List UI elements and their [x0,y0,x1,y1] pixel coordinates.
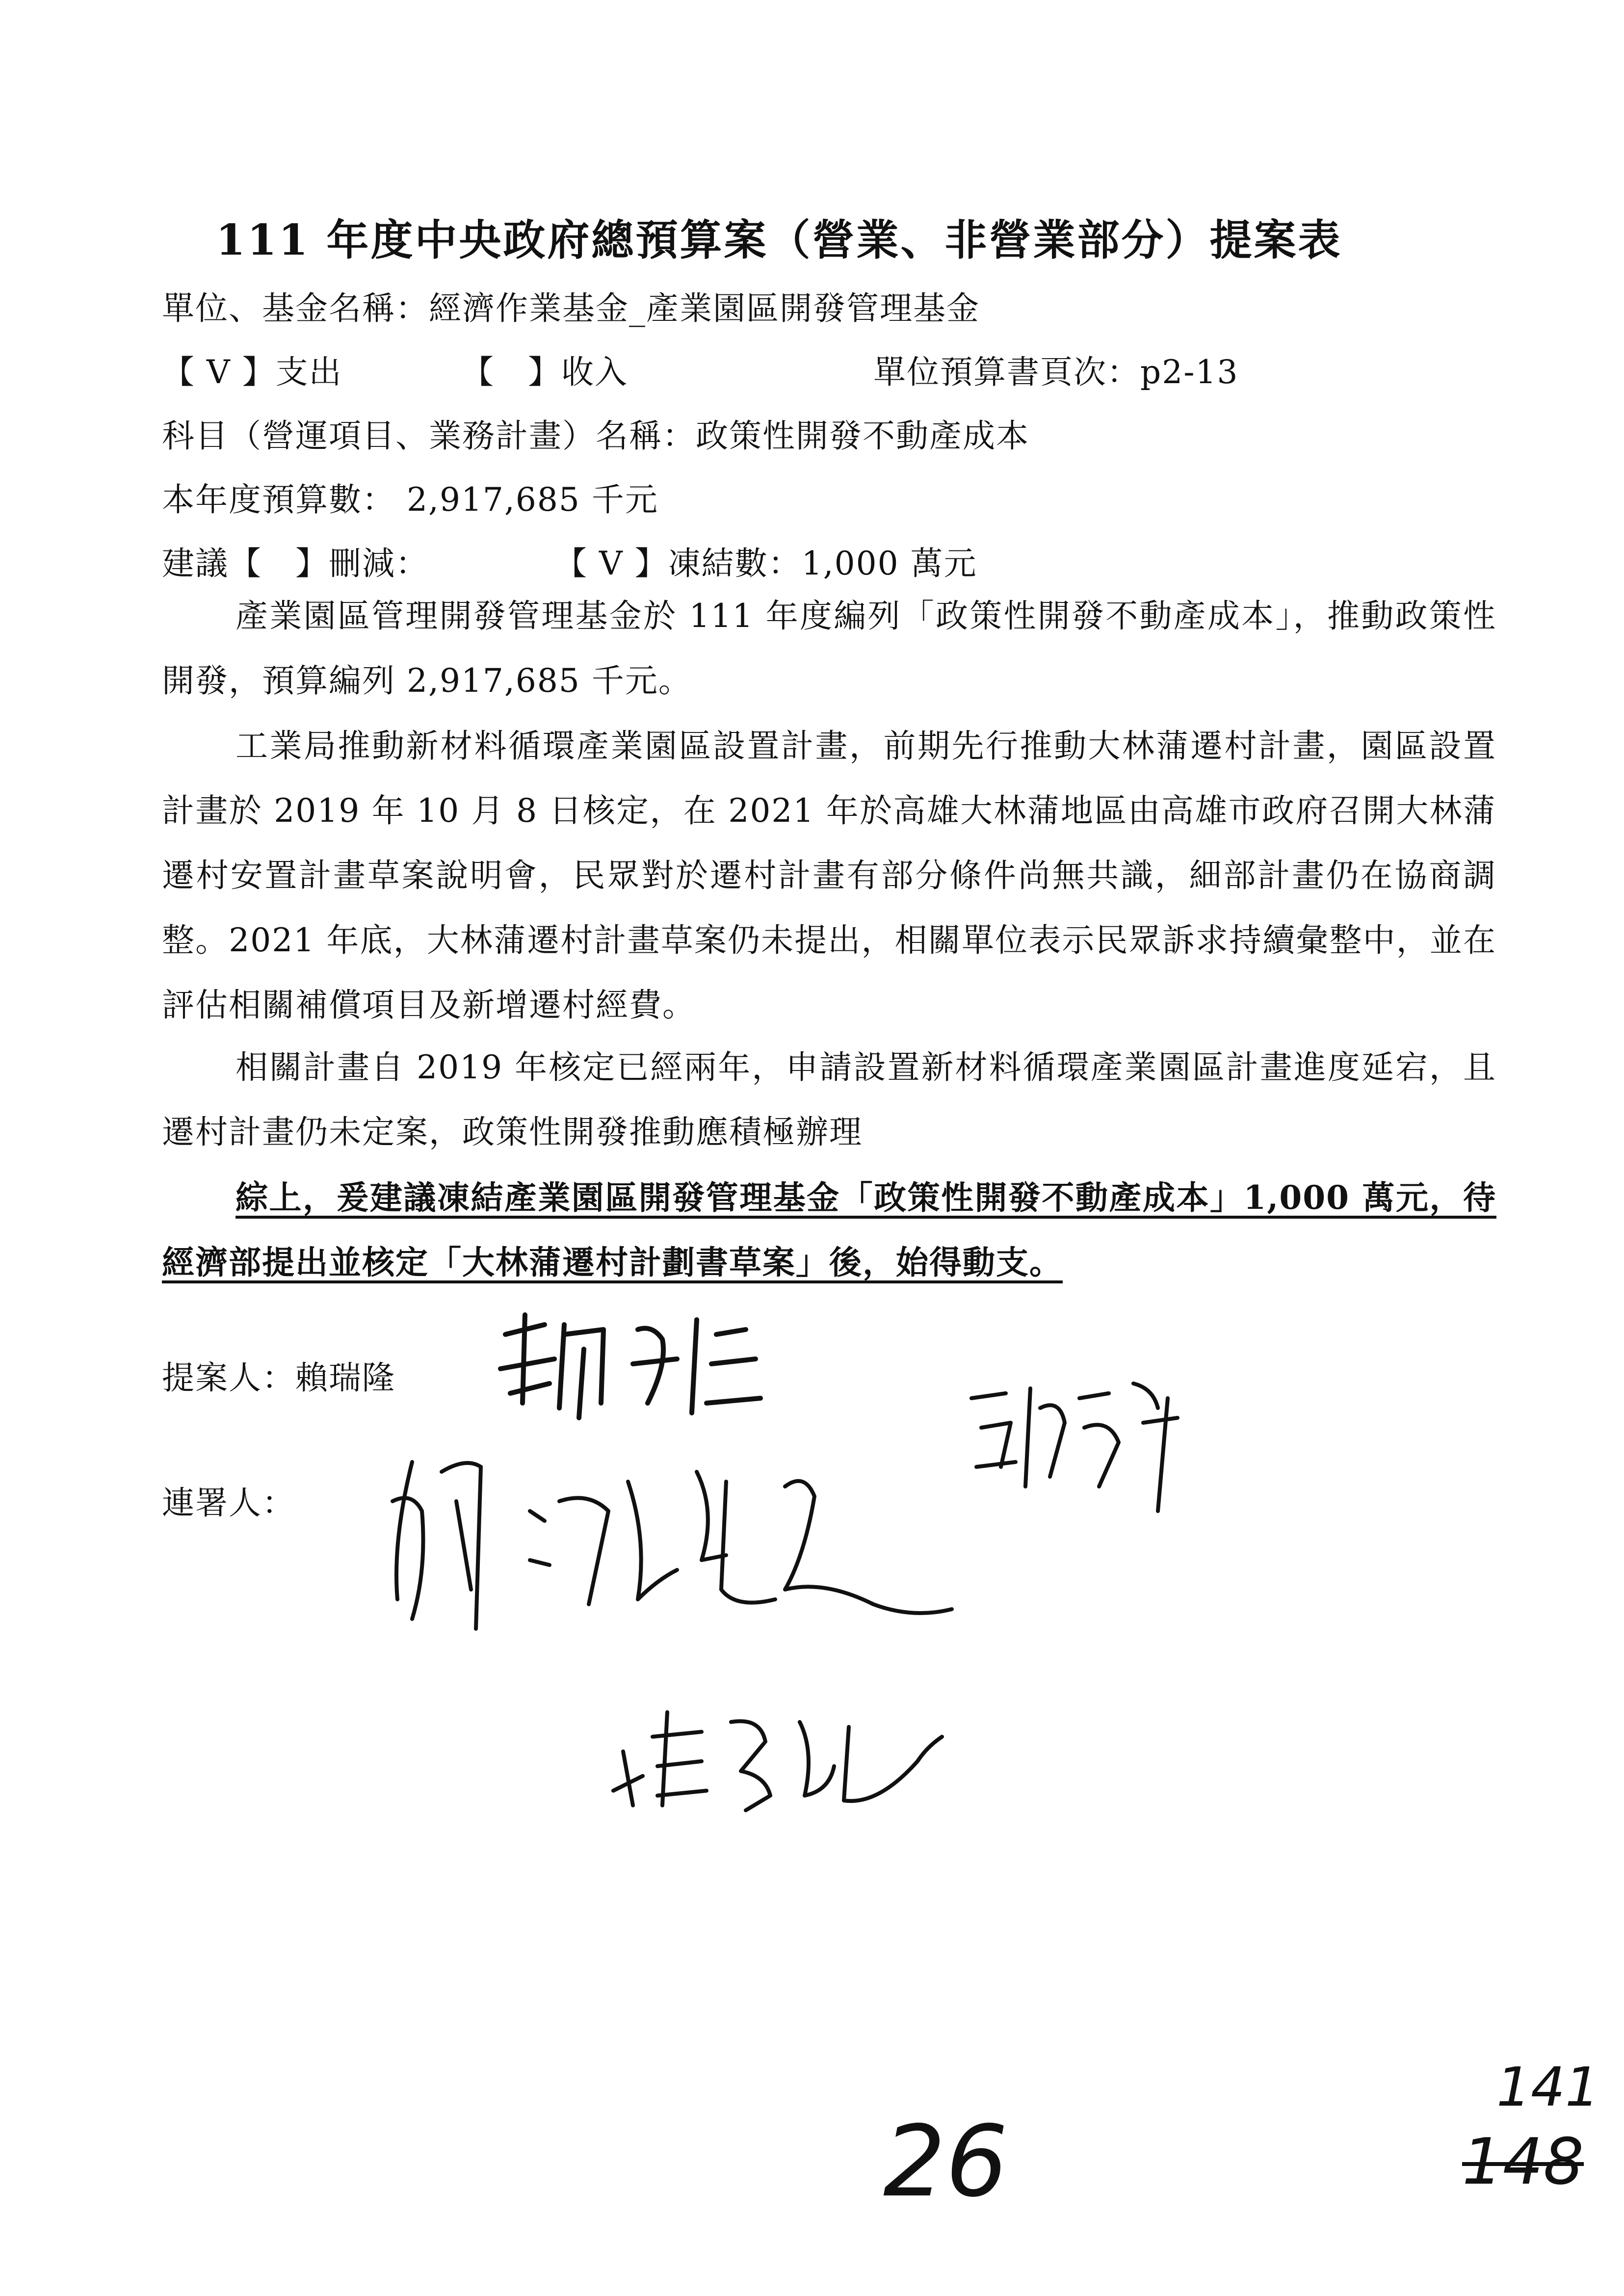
suggestion-delete: 建議【 】刪減： [162,545,429,582]
subject-name: 科目（營運項目、業務計畫）名稱：政策性開發不動產成本 [162,417,1029,455]
corner-number-old [1462,2124,1584,2199]
cosigner-signature-2 [962,1369,1197,1521]
corner-number-new: 141 [1496,2056,1599,2118]
document-title: 111 年度中央政府總預算案（營業、非營業部分）提案表 [216,215,1342,265]
suggestion-freeze: 【 V 】凍結數：1,000 萬元 [554,545,977,582]
paragraph-2: 工業局推動新材料循環產業園區設置計畫，前期先行推動大林蒲遷村計畫，園區設置計畫於 2019 年 10 月 8 日核定，在 2021 年於高雄大林蒲地區由高雄市政府召開大林蒲遷村安置計畫草案說明會，民眾對於遷村計畫有部分條件尚無共識，細部計畫仍在協商調整。2021 年底，大林蒲遷村計畫草案仍未提出，相關單位表示民眾訴求持續彙整中，並在評估相關補償項目及新增遷村經費。 [162,727,1496,1024]
proposer-label: 提案人：賴瑞隆 [162,1359,395,1397]
cosigner-label: 連署人： [162,1484,295,1522]
expense-mark: 【 V 】支出 [162,353,342,391]
budget-amount: 本年度預算數： 2,917,685 千元 [162,481,658,519]
cosigner-signature-3 [603,1693,947,1820]
page-number: 26 [883,2105,1008,2219]
proposer-signature [491,1305,765,1428]
income-mark: 【 】收入 [461,353,628,391]
paragraph-3: 相關計畫自 2019 年核定已經兩年，申請設置新材料循環產業園區計畫進度延宕，且遷村計畫仍未定案，政策性開發推動應積極辦理 [162,1048,1496,1151]
unit-fund-name: 單位、基金名稱：經濟作業基金_產業園區開發管理基金 [162,289,980,327]
conclusion-paragraph: 綜上，爰建議凍結產業園區開發管理基金「政策性開發不動產成本」1,000 萬元，待經濟部提出並核定「大林蒲遷村計劃書草案」後，始得動支。 [162,1178,1496,1281]
cosigner-signature-1 [383,1442,971,1717]
paragraph-1: 產業園區管理開發管理基金於 111 年度編列「政策性開發不動產成本」，推動政策性開發，預算編列 2,917,685 千元。 [162,597,1496,700]
corner-number-old-text: 148 [1462,2124,1584,2199]
budget-page: 單位預算書頁次：p2-13 [873,353,1239,391]
